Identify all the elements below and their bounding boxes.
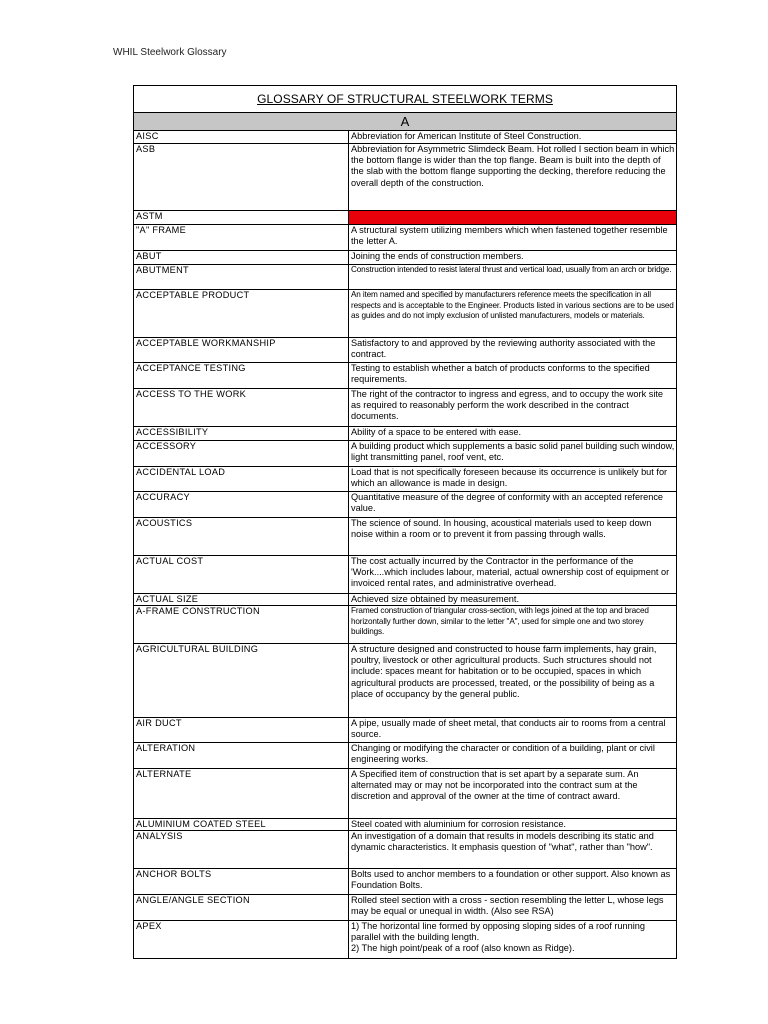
glossary-term: ASTM xyxy=(134,211,349,224)
glossary-term: ANCHOR BOLTS xyxy=(134,869,349,894)
glossary-definition: The science of sound. In housing, acoustical materials used to keep down noise within a room or to prevent it from passing through walls. xyxy=(351,518,652,540)
glossary-definition: The right of the contractor to ingress and egress, and to occupy the work site as required to reasonably perform the work described in the contract documents. xyxy=(351,389,664,422)
glossary-row xyxy=(134,556,676,594)
glossary-row xyxy=(134,606,676,644)
glossary-term: ALUMINIUM COATED STEEL xyxy=(134,819,349,830)
glossary-term: ASB xyxy=(134,144,349,210)
glossary-row xyxy=(134,594,676,606)
glossary-term: ACOUSTICS xyxy=(134,518,349,555)
highlighted-definition-cell xyxy=(349,211,676,224)
glossary-row xyxy=(134,743,676,769)
glossary-term: APEX xyxy=(134,921,349,958)
glossary-row xyxy=(134,831,676,869)
glossary-term: ACCESS TO THE WORK xyxy=(134,389,349,426)
glossary-definition: A pipe, usually made of sheet metal, that conducts air to rooms from a central source. xyxy=(351,718,666,740)
glossary-term: ACCIDENTAL LOAD xyxy=(134,467,349,491)
glossary-row xyxy=(134,869,676,895)
glossary-term: ANALYSIS xyxy=(134,831,349,868)
glossary-definition: Abbreviation for Asymmetric Slimdeck Beam. Hot rolled I section beam in which the bottom flange is wider than the top flange. Beam is built into the depth of the slab with the bottom flange supporting the decking, therefore reducing the overall depth of the construction. xyxy=(351,144,675,188)
glossary-table xyxy=(133,85,677,959)
glossary-term: AISC xyxy=(134,131,349,143)
glossary-row xyxy=(134,427,676,441)
glossary-definition: A structure designed and constructed to house farm implements, hay grain, poultry, livestock or other agricultural products. Such structures should not include: spaces meant for habitation or to be occupied, spaces in which agricultural products are processed, treated, or the possibility of being as a place of occupancy by the general public. xyxy=(351,644,657,699)
glossary-definition: The cost actually incurred by the Contractor in the performance of the 'Work....which includes labour, material, actual ownership cost of equipment or invoiced rental rates, and administrative overhead. xyxy=(351,556,670,589)
glossary-row xyxy=(134,518,676,556)
glossary-row xyxy=(134,769,676,819)
glossary-term: ACCESSORY xyxy=(134,441,349,466)
glossary-row xyxy=(134,819,676,831)
glossary-term: ABUT xyxy=(134,251,349,264)
glossary-row xyxy=(134,251,676,265)
glossary-row xyxy=(134,644,676,718)
glossary-term: ACCESSIBILITY xyxy=(134,427,349,440)
glossary-row xyxy=(134,338,676,363)
glossary-term: ACCEPTABLE PRODUCT xyxy=(134,290,349,337)
glossary-definition: 1) The horizontal line formed by opposing sloping sides of a roof running parallel with the building length. 2) The high point/peak of a roof (also known as Ridge). xyxy=(351,921,646,954)
glossary-definition: A building product which supplements a basic solid panel building such window, light transmitting panel, roof vent, etc. xyxy=(351,441,675,463)
glossary-row xyxy=(134,467,676,492)
glossary-term: ANGLE/ANGLE SECTION xyxy=(134,895,349,920)
section-letter: A xyxy=(134,113,676,131)
glossary-definition: Load that is not specifically foreseen because its occurrence is unlikely but for which an allowance is made in design. xyxy=(351,467,668,489)
glossary-term: ACCEPTABLE WORKMANSHIP xyxy=(134,338,349,362)
glossary-row xyxy=(134,363,676,389)
glossary-rows xyxy=(134,131,676,958)
glossary-row xyxy=(134,225,676,251)
glossary-row xyxy=(134,441,676,467)
glossary-definition: An investigation of a domain that results in models describing its static and dynamic characteristics. It emphasis question of "what", rather than "how". xyxy=(351,831,654,853)
glossary-title: GLOSSARY OF STRUCTURAL STEELWORK TERMS xyxy=(257,92,553,106)
page-header: WHIL Steelwork Glossary xyxy=(113,47,227,58)
glossary-term: ALTERATION xyxy=(134,743,349,768)
glossary-term: AIR DUCT xyxy=(134,718,349,742)
glossary-term: ACCEPTANCE TESTING xyxy=(134,363,349,388)
glossary-definition: A Specified item of construction that is set apart by a separate sum. An alternated may or may not be incorporated into the contract sum at the discretion and approval of the owner at the time of contract award. xyxy=(351,769,639,802)
glossary-row xyxy=(134,492,676,518)
glossary-definition: A structural system utilizing members which when fastened together resemble the letter A. xyxy=(351,225,668,247)
glossary-row xyxy=(134,265,676,290)
glossary-definition: Changing or modifying the character or condition of a building, plant or civil engineering works. xyxy=(351,743,655,765)
glossary-term: A-FRAME CONSTRUCTION xyxy=(134,606,349,643)
title-row xyxy=(134,86,676,113)
glossary-row xyxy=(134,389,676,427)
glossary-definition: Testing to establish whether a batch of products conforms to the specified requirements. xyxy=(351,363,650,385)
glossary-term: "A" FRAME xyxy=(134,225,349,250)
glossary-row xyxy=(134,290,676,338)
glossary-row xyxy=(134,921,676,958)
glossary-term: ACTUAL COST xyxy=(134,556,349,593)
glossary-definition: Achieved size obtained by measurement. xyxy=(351,594,520,604)
glossary-definition: An item named and specified by manufacturers reference meets the specification in all respects and is acceptable to the Engineer. Products listed in various sections are to be used as guides and do not imply exclusion of unlisted manufacturers, models or materials. xyxy=(351,290,674,320)
glossary-term: ABUTMENT xyxy=(134,265,349,289)
glossary-definition: Ability of a space to be entered with ease. xyxy=(351,427,522,437)
glossary-definition: Abbreviation for American Institute of Steel Construction. xyxy=(351,131,582,141)
glossary-definition: Satisfactory to and approved by the reviewing authority associated with the contract. xyxy=(351,338,656,360)
glossary-definition: Construction intended to resist lateral thrust and vertical load, usually from an arch or bridge. xyxy=(351,265,672,274)
glossary-term: ACTUAL SIZE xyxy=(134,594,349,605)
glossary-definition: Framed construction of triangular cross-section, with legs joined at the top and braced horizontally further down, similar to the letter "A", used for simple one and two storey buildings. xyxy=(351,606,649,636)
glossary-definition: Quantitative measure of the degree of conformity with an accepted reference value. xyxy=(351,492,664,514)
glossary-term: ACCURACY xyxy=(134,492,349,517)
glossary-definition: Joining the ends of construction members. xyxy=(351,251,524,261)
glossary-definition: Rolled steel section with a cross - section resembling the letter L, whose legs may be equal or unequal in width. (Also see RSA) xyxy=(351,895,664,917)
glossary-term: ALTERNATE xyxy=(134,769,349,818)
glossary-row xyxy=(134,718,676,743)
glossary-row xyxy=(134,895,676,921)
glossary-row xyxy=(134,144,676,211)
glossary-row xyxy=(134,211,676,225)
glossary-row xyxy=(134,131,676,144)
glossary-definition: Steel coated with aluminium for corrosion resistance. xyxy=(351,819,566,829)
glossary-definition: Bolts used to anchor members to a foundation or other support. Also known as Foundation Bolts. xyxy=(351,869,671,891)
glossary-term: AGRICULTURAL BUILDING xyxy=(134,644,349,717)
